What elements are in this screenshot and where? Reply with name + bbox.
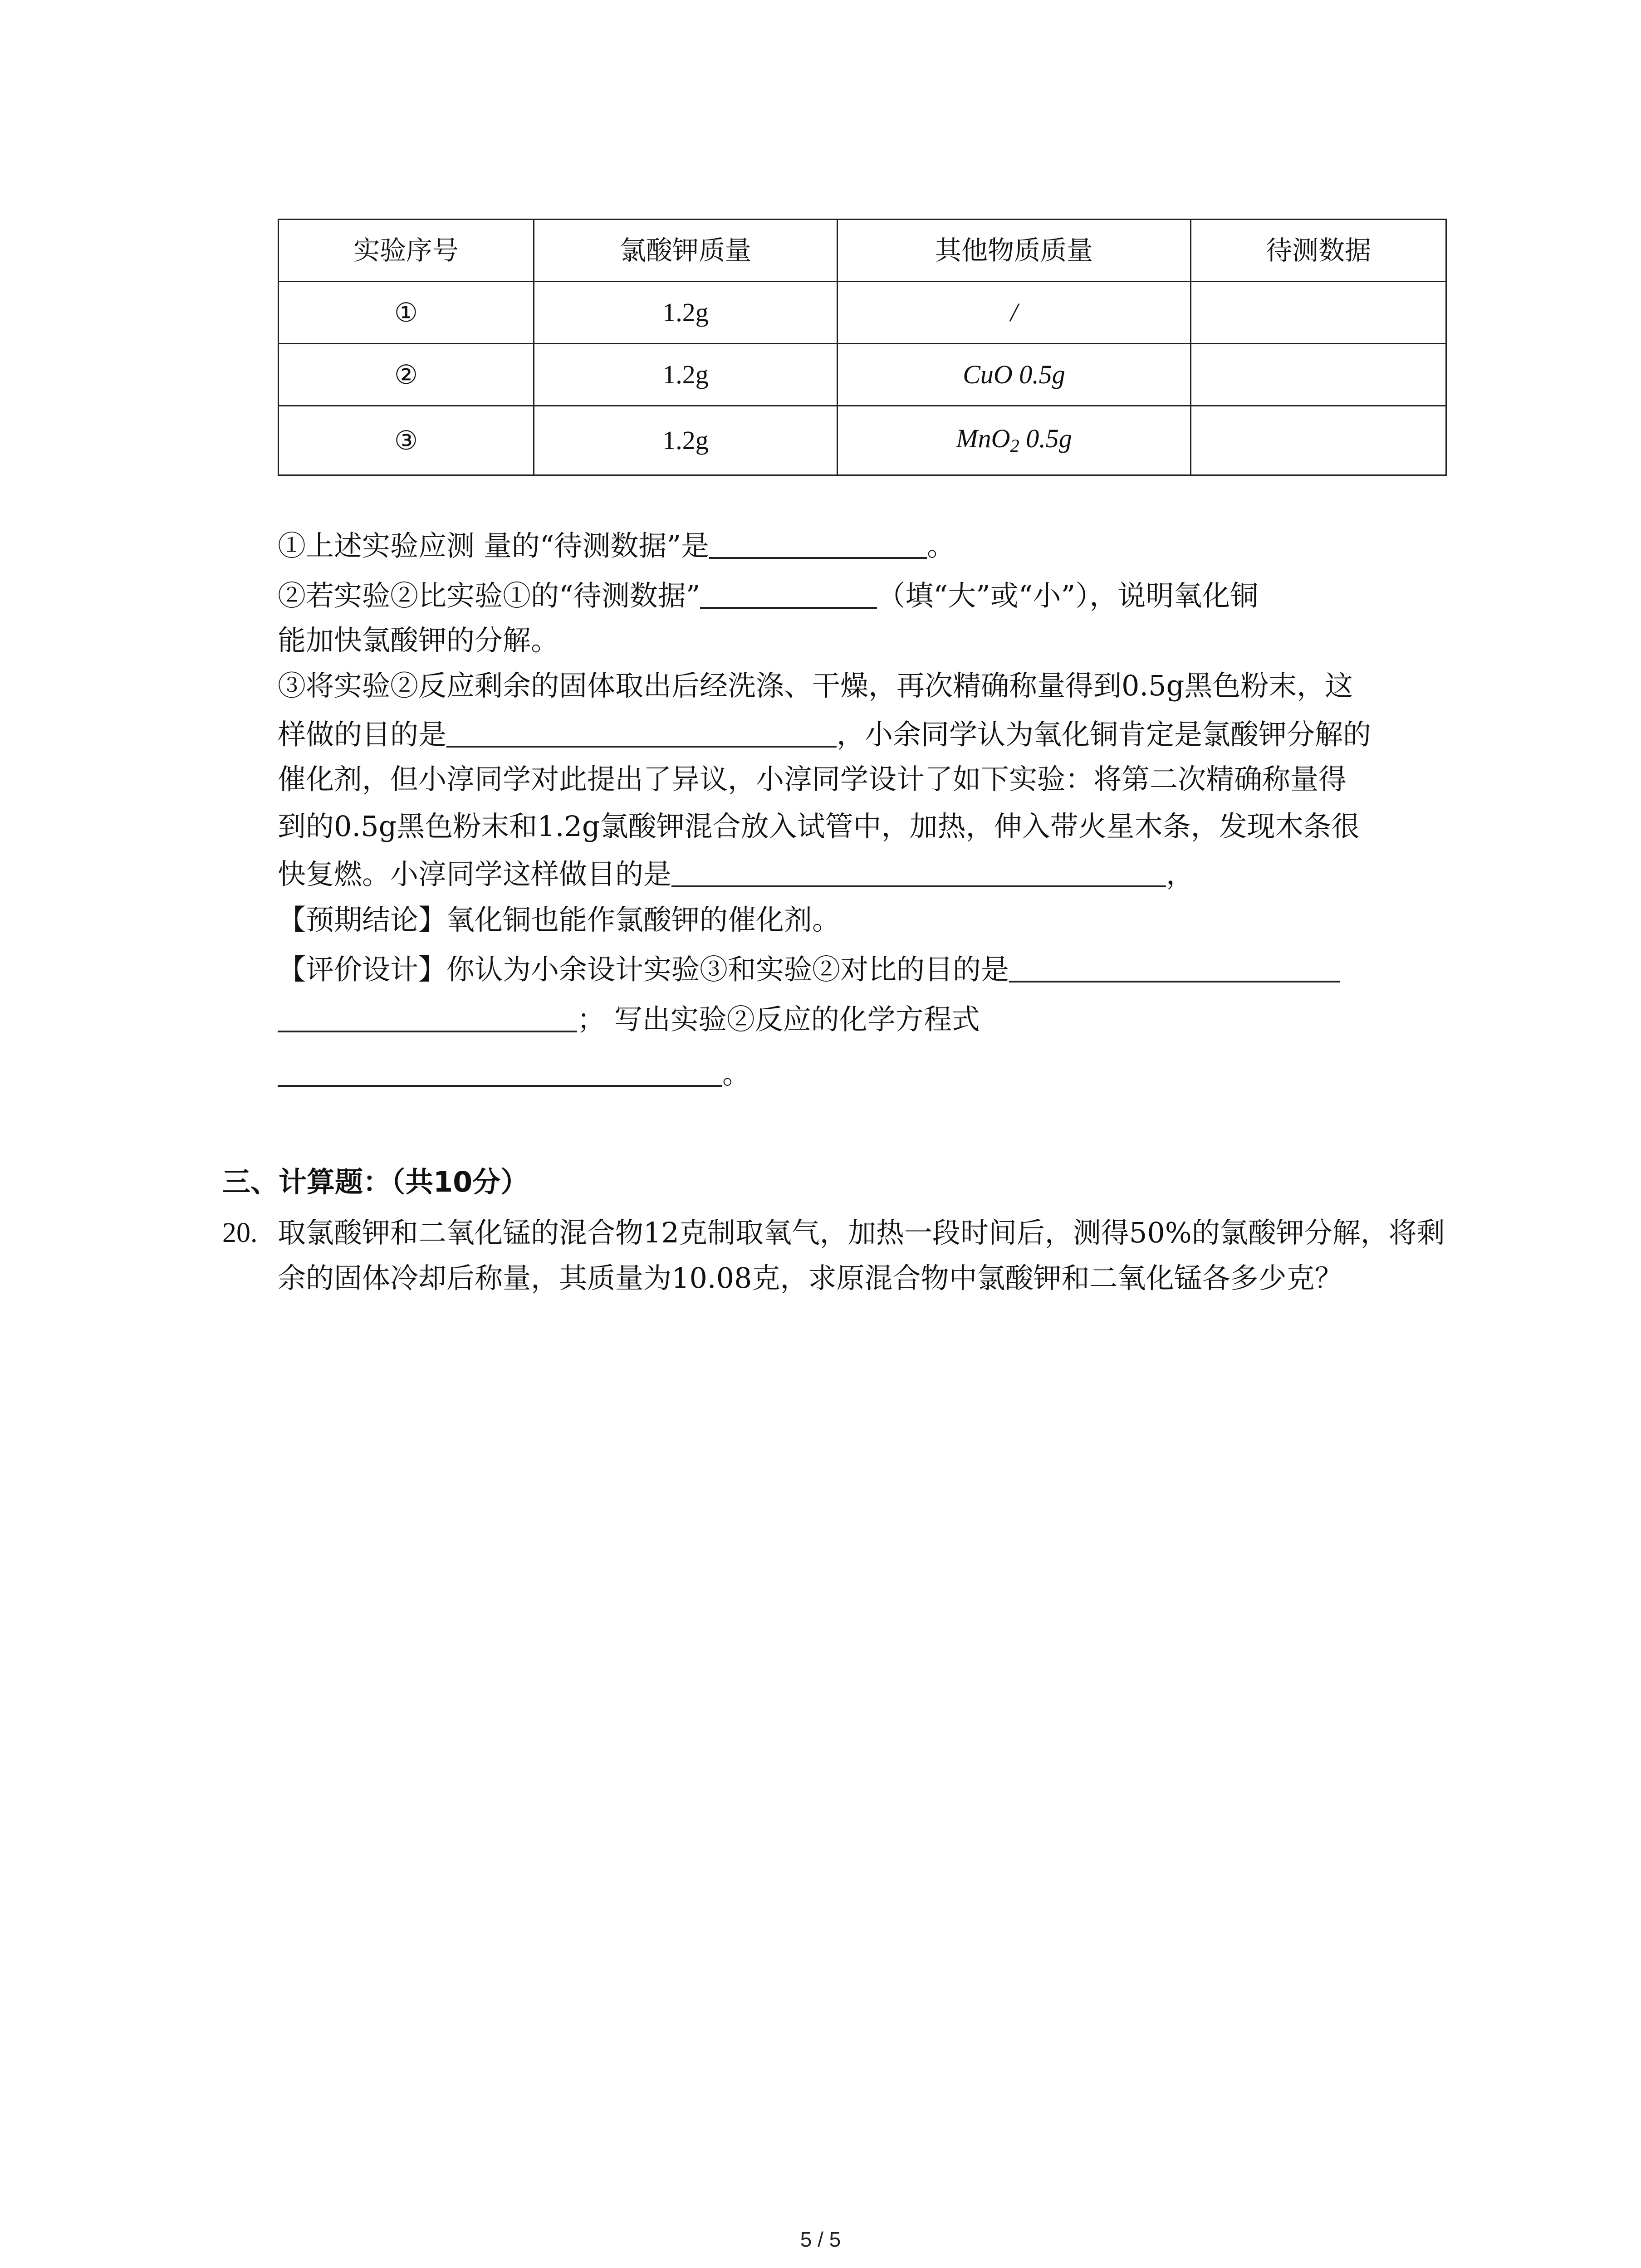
header-cell: 实验序号 (279, 220, 534, 282)
table-cell-mass: 1.2g (534, 344, 838, 406)
question-line-7: 到的0.5g黑色粉末和1.2g氯酸钾混合放入试管中，加热，伸入带火星木条，发现木条很 (278, 810, 1360, 843)
answer-blank[interactable] (278, 1002, 577, 1032)
table-cell-id: ③ (279, 406, 534, 475)
table-cell-mass: 1.2g (534, 406, 838, 475)
question-line-1: ①上述实验应测 量的“待测数据”是 。 (278, 529, 955, 562)
page-number: 5 / 5 (800, 2228, 841, 2251)
header-cell: 氯酸钾质量 (534, 220, 838, 282)
answer-blank[interactable] (671, 857, 1166, 887)
header-cell: 待测数据 (1191, 220, 1446, 282)
table-row (279, 282, 1446, 344)
table-cell-data (1191, 282, 1446, 344)
answer-blank[interactable] (709, 529, 927, 559)
table-cell-other: / (838, 282, 1191, 344)
table-cell-mass: 1.2g (534, 282, 838, 344)
table-row (279, 406, 1446, 475)
answer-blank[interactable] (1009, 953, 1340, 982)
question-number: 20. (222, 1217, 258, 1248)
table-row (279, 344, 1446, 406)
question-line-8: 快复燃。小淳同学这样做目的是 ， (278, 857, 1195, 891)
table-cell-id: ① (279, 282, 534, 344)
answer-blank[interactable] (446, 718, 837, 748)
answer-blank[interactable] (278, 1057, 722, 1087)
table-header-row (279, 220, 1446, 282)
equation-line: ； 写出实验②反应的化学方程式 (278, 1002, 1439, 1035)
question-line-6: 催化剂，但小淳同学对此提出了异议，小淳同学设计了如下实验：将第二次精确称量得 (278, 763, 1347, 796)
experiment-table (278, 219, 1447, 476)
question-20 (222, 1210, 1447, 1301)
table-cell-data (1191, 344, 1446, 406)
question-text: 取氯酸钾和二氧化锰的混合物12克制取氧气，加热一段时间后，测得50%的氯酸钾分解，将剩余的固体冷却后称量，其质量为10.08克，求原混合物中氯酸钾和二氧化锰各多少克？ (278, 1216, 1445, 1295)
question-line-4: ③将实验②反应剩余的固体取出后经洗涤、干燥，再次精确称量得到0.5g黑色粉末，这 (278, 669, 1353, 702)
question-line-2: ②若实验②比实验①的“待测数据” （填“大”或“小”），说明氧化铜 (278, 579, 1259, 612)
table-cell-data (1191, 406, 1446, 475)
answer-blank[interactable] (700, 579, 877, 609)
evaluation-line: 【评价设计】你认为小余设计实验③和实验②对比的目的是 (278, 953, 1439, 985)
header-cell: 其他物质质量 (838, 220, 1191, 282)
table-cell-id: ② (279, 344, 534, 406)
question-line-3: 能加快氯酸钾的分解。 (278, 624, 559, 657)
equation-answer-line: 。 (278, 1057, 1439, 1090)
section-title: 三、计算题：（共10分） (222, 1165, 529, 1198)
table-cell-other: MnO$_2$ 0.5g (838, 406, 1191, 475)
table-cell-other: CuO 0.5g (838, 344, 1191, 406)
question-line-5: 样做的目的是 ，小余同学认为氧化铜肯定是氯酸钾分解的 (278, 718, 1372, 751)
expected-conclusion: 【预期结论】氧化铜也能作氯酸钾的催化剂。 (278, 903, 841, 936)
